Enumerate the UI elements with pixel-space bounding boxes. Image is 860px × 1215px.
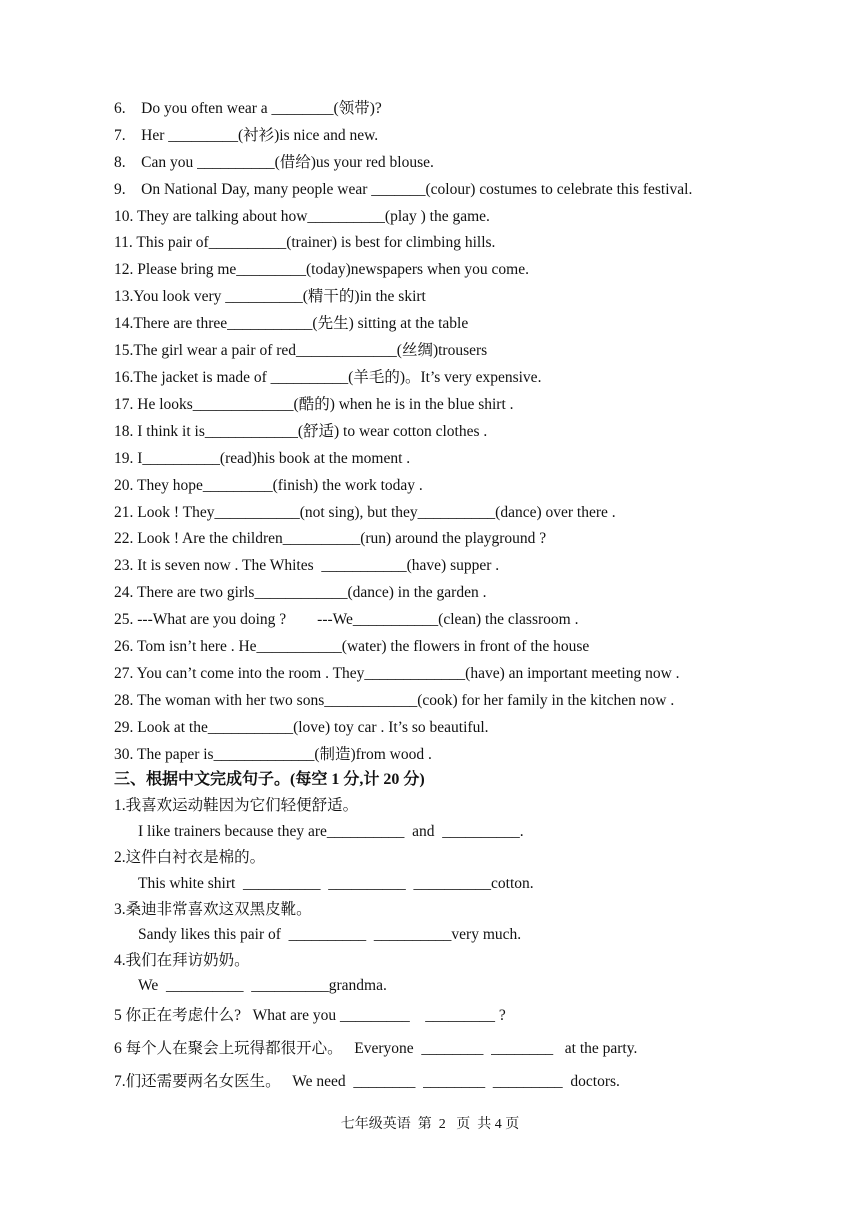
s3-q3-chinese: 3.桑迪非常喜欢这双黑皮靴。 [114,901,312,918]
s3-q1-chinese: 1.我喜欢运动鞋因为它们轻便舒适。 [114,797,359,814]
question-17: 17. He looks_____________(酷的) when he is in the blue shirt . [114,396,514,413]
question-29: 29. Look at the___________(love) toy car . It’s so beautiful. [114,719,489,736]
question-22: 22. Look ! Are the children__________(run) around the playground ? [114,530,547,547]
question-10: 10. They are talking about how__________(play ) the game. [114,208,490,225]
s3-q3-english: Sandy likes this pair of __________ __________very much. [138,926,522,943]
question-23: 23. It is seven now . The Whites ___________(have) supper . [114,557,500,574]
question-11: 11. This pair of__________(trainer) is best for climbing hills. [114,234,496,251]
question-28: 28. The woman with her two sons____________(cook) for her family in the kitchen now . [114,692,675,709]
question-27: 27. You can’t come into the room . They_____________(have) an important meeting now . [114,665,680,682]
page-footer: 七年级英语 第 2 页 共 4 页 [340,1117,520,1132]
question-25: 25. ---What are you doing ? ---We___________(clean) the classroom . [114,611,579,628]
question-7: 7. Her _________(衬衫)is nice and new. [114,127,379,144]
s3-q4-english: We __________ __________grandma. [138,977,387,994]
question-15: 15.The girl wear a pair of red_____________(丝绸)trousers [114,342,488,359]
s3-q1-english: I like trainers because they are__________ and __________. [138,823,524,840]
question-19: 19. I__________(read)his book at the moment . [114,450,411,467]
question-26: 26. Tom isn’t here . He___________(water) the flowers in front of the house [114,638,590,655]
question-30: 30. The paper is_____________(制造)from wood . [114,746,432,763]
question-13: 13.You look very __________(精干的)in the skirt [114,288,426,305]
question-21: 21. Look ! They___________(not sing), but they__________(dance) over there . [114,504,616,521]
question-14: 14.There are three___________(先生) sitting at the table [114,315,469,332]
s3-q4-chinese: 4.我们在拜访奶奶。 [114,952,250,969]
question-16: 16.The jacket is made of __________(羊毛的)。It’s very expensive. [114,369,542,386]
question-9: 9. On National Day, many people wear _______(colour) costumes to celebrate this festival. [114,181,693,198]
question-12: 12. Please bring me_________(today)newspapers when you come. [114,261,529,278]
question-6: 6. Do you often wear a ________(领带)? [114,100,382,117]
section-3-heading: 三、根据中文完成句子。(每空 1 分,计 20 分) [114,771,425,788]
s3-q2-chinese: 2.这件白衬衣是棉的。 [114,849,266,866]
question-18: 18. I think it is____________(舒适) to wear cotton clothes . [114,423,488,440]
question-24: 24. There are two girls____________(dance) in the garden . [114,584,487,601]
question-20: 20. They hope_________(finish) the work today . [114,477,423,494]
s3-q2-english: This white shirt __________ __________ __________cotton. [138,875,534,892]
s3-q5: 5 你正在考虑什么? What are you _________ _________ ? [114,1007,506,1024]
s3-q6: 6 每个人在聚会上玩得都很开心。 Everyone ________ ________ at the party. [114,1040,638,1057]
question-8: 8. Can you __________(借给)us your red blouse. [114,154,434,171]
s3-q7: 7.们还需要两名女医生。 We need ________ ________ _________ doctors. [114,1073,620,1090]
